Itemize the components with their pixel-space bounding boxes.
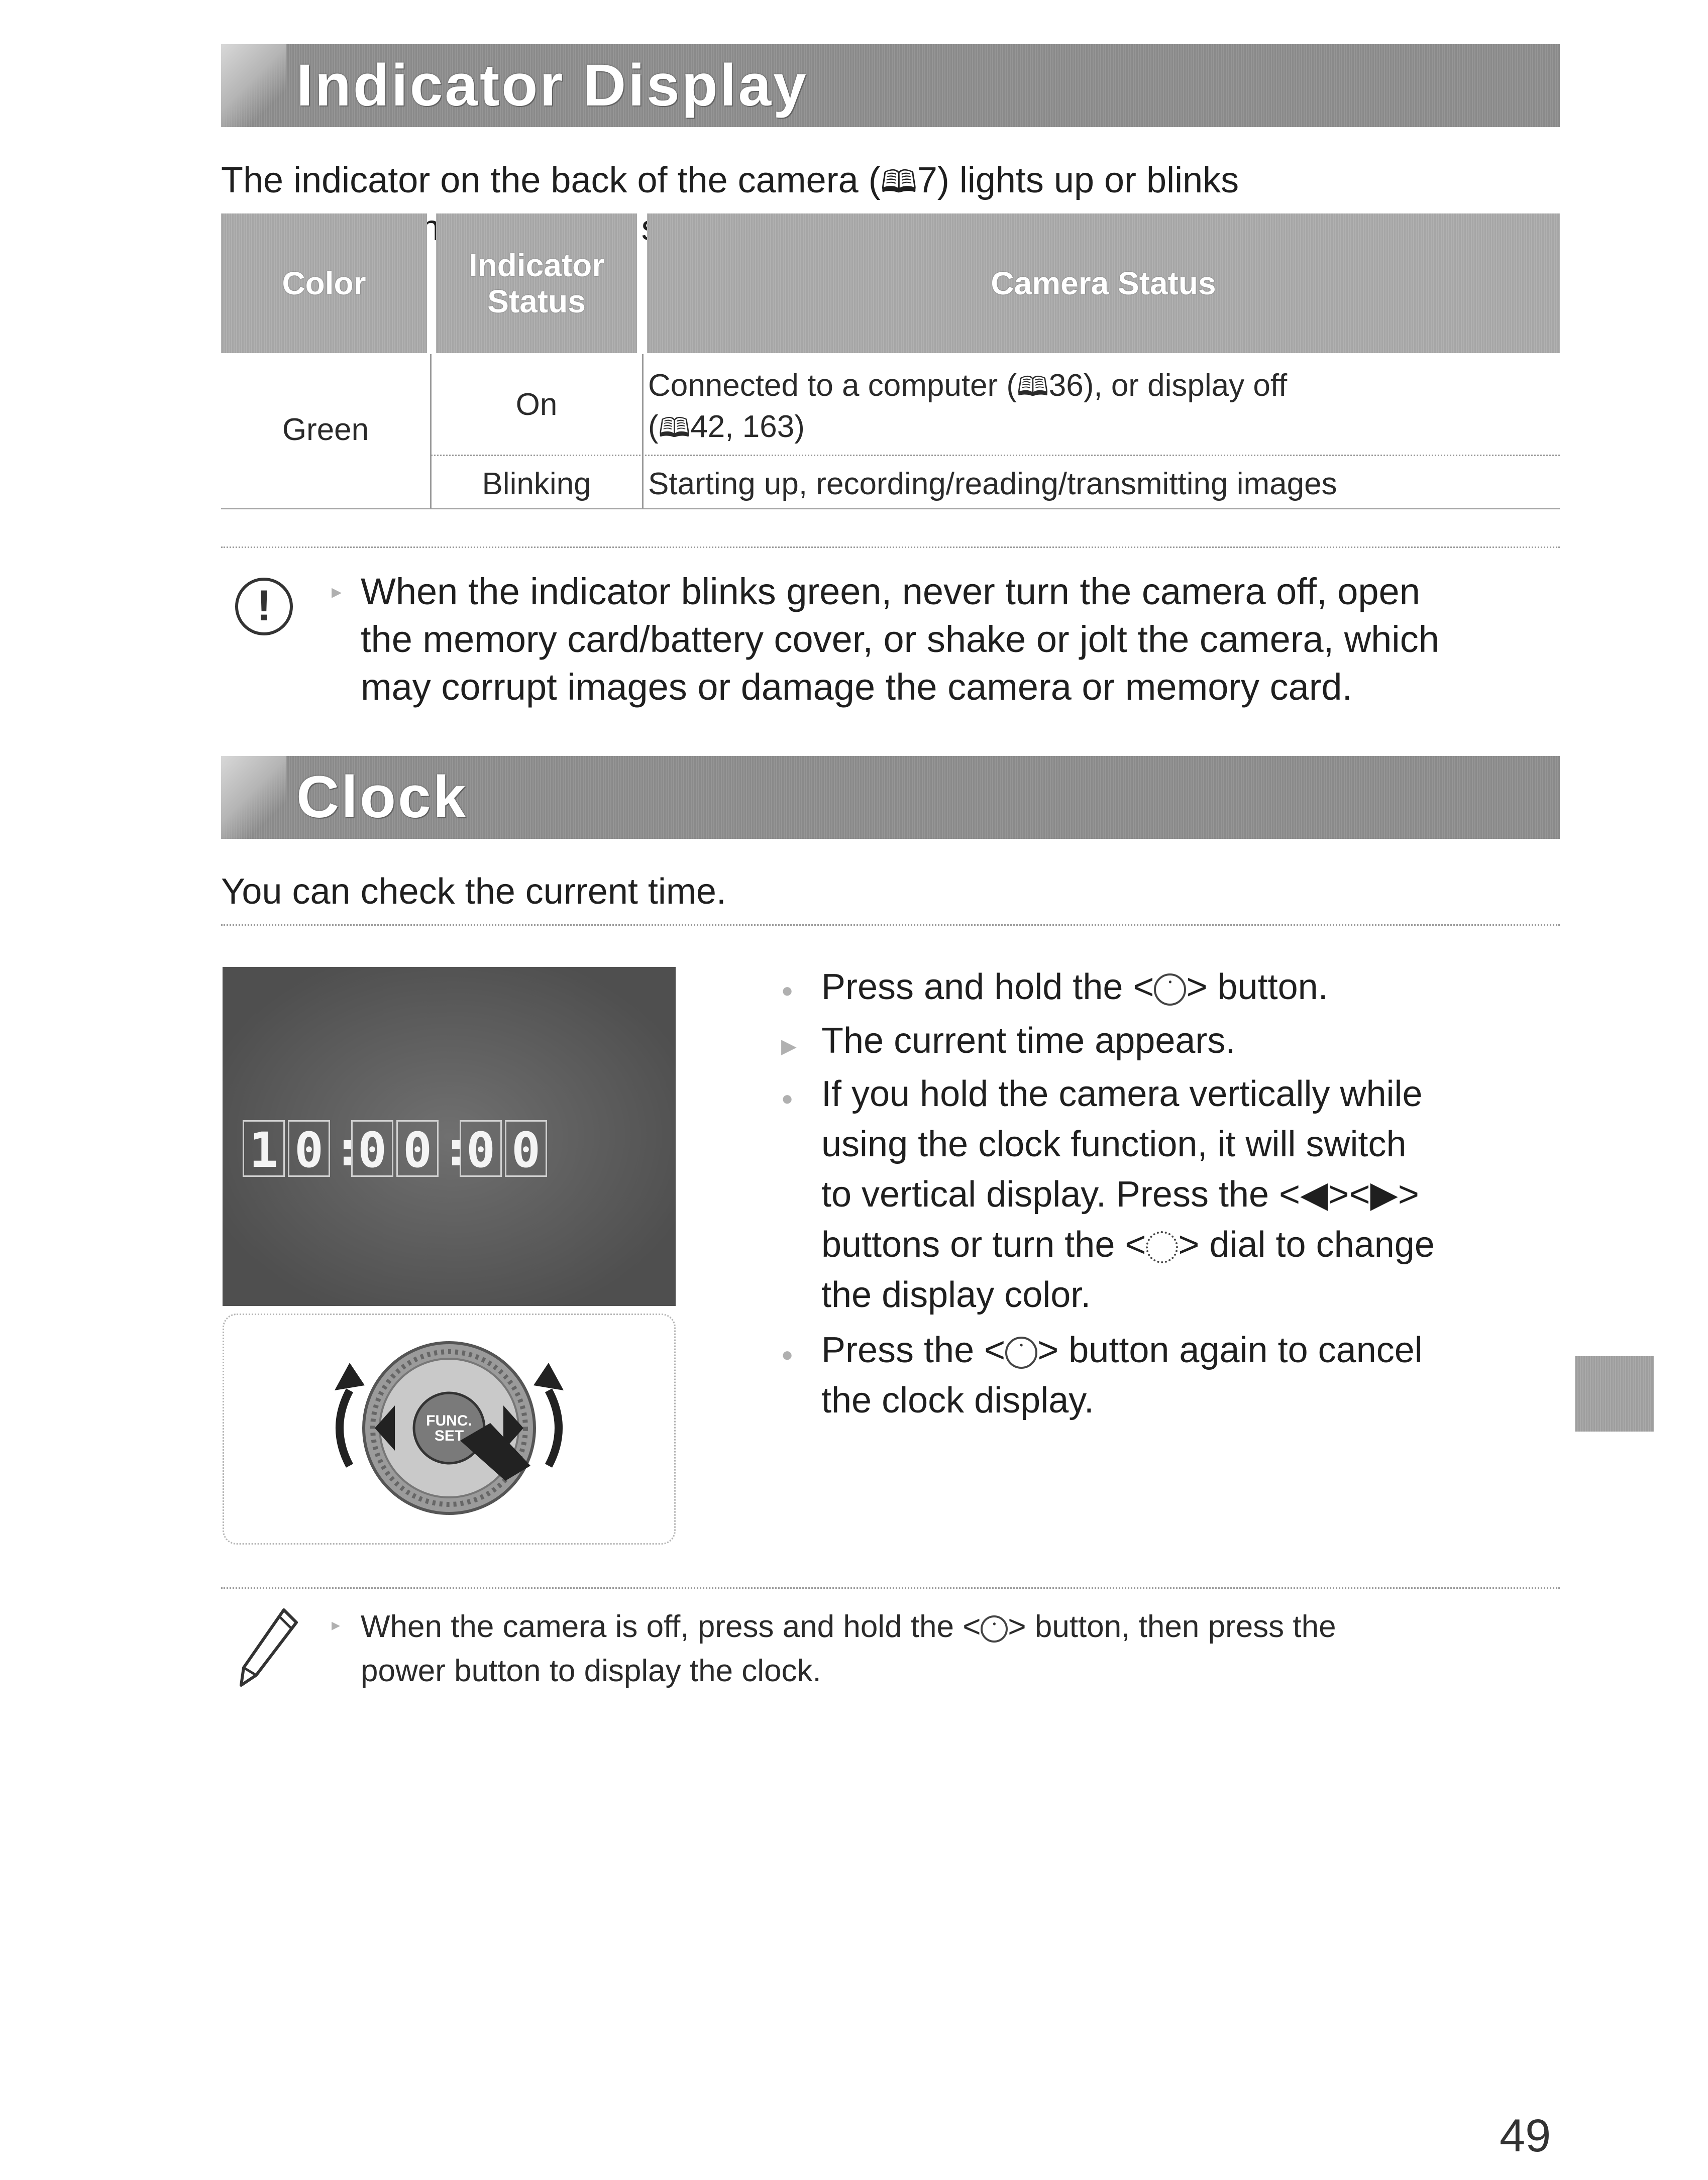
banner-corner-decoration <box>221 756 286 839</box>
table-header-indicator-status: Indicator Status <box>436 213 637 353</box>
table-divider <box>642 354 644 509</box>
note-text: When the camera is off, press and hold the < • > button, then press the power button to display the clock. <box>361 1609 1336 1688</box>
func-set-button-label: FUNC. SET <box>426 1412 472 1444</box>
table-cell-status-on: On <box>515 387 558 422</box>
step-1: Press and hold the < • > button. <box>821 967 1328 1007</box>
table-row-divider <box>431 455 1560 456</box>
banner-corner-decoration <box>221 44 286 127</box>
func-set-icon: • <box>1154 973 1186 1006</box>
section-dotted-rule <box>221 1587 1560 1589</box>
book-ref-icon: 🕮 <box>880 165 917 199</box>
bullet-icon: ▸ <box>332 1615 341 1634</box>
clock-title: Clock <box>296 764 468 830</box>
pencil-icon <box>236 1605 301 1690</box>
section-dotted-rule <box>221 547 1560 548</box>
table-bottom-rule <box>221 508 1560 509</box>
indicator-display-banner <box>221 44 1560 127</box>
bullet-icon: ● <box>781 1087 794 1110</box>
book-ref-icon: 🕮 <box>658 413 691 443</box>
book-ref-icon: 🕮 <box>1017 372 1049 402</box>
step-2: The current time appears. <box>821 1021 1236 1061</box>
clock-intro: You can check the current time. <box>221 871 726 912</box>
func-set-icon: • <box>1005 1337 1037 1369</box>
func-set-icon: • <box>981 1615 1008 1643</box>
caution-icon: ! <box>235 578 293 635</box>
clock-digit: 0 <box>460 1120 502 1177</box>
clock-digits <box>243 1120 655 1178</box>
chapter-side-tab <box>1575 1356 1654 1432</box>
step-4: Press the < • > button again to cancel the clock display. <box>821 1330 1423 1421</box>
table-cell-desc-on: Connected to a computer (🕮36), or display off (🕮42, 163) <box>648 368 1288 444</box>
indicator-display-title: Indicator Display <box>296 52 808 119</box>
table-cell-color: Green <box>282 412 369 447</box>
bullet-icon: ● <box>781 979 794 1002</box>
clock-separator: : <box>333 1121 362 1177</box>
caution-text: When the indicator blinks green, never turn the camera off, open the memory card/battery cover, or shake or jolt the camera, which may corrupt images or damage the camera or memory card. <box>361 571 1439 708</box>
clock-digit: 0 <box>288 1120 330 1177</box>
bullet-icon: ▸ <box>332 581 342 603</box>
indicator-intro-line1: The indicator on the back of the camera (🕮7) lights up or blinks <box>221 160 1239 200</box>
clock-separator: : <box>442 1121 471 1177</box>
clock-banner <box>221 756 1560 839</box>
step-3: If you hold the camera vertically while using the clock function, it will switch to vertical display. Press the <◀><▶> buttons or turn the < > dial to change the display color. <box>821 1074 1435 1315</box>
result-arrow-icon: ▶ <box>781 1035 797 1057</box>
control-dial-illustration <box>223 1314 676 1545</box>
control-dial-small-icon <box>1146 1231 1178 1263</box>
page-number: 49 <box>1500 2110 1551 2161</box>
table-cell-desc-blinking: Starting up, recording/reading/transmitting images <box>648 467 1337 501</box>
table-header-color: Color <box>221 213 427 353</box>
bullet-icon: ● <box>781 1344 794 1366</box>
clock-screen-image <box>223 967 676 1306</box>
table-header-camera-status: Camera Status <box>647 213 1560 353</box>
table-cell-status-blinking: Blinking <box>482 467 591 501</box>
section-dotted-rule <box>221 924 1560 926</box>
clock-digit: 0 <box>396 1120 439 1177</box>
clock-digit: 0 <box>351 1120 393 1177</box>
clock-digit: 0 <box>505 1120 547 1177</box>
clock-digit: 1 <box>243 1120 285 1177</box>
